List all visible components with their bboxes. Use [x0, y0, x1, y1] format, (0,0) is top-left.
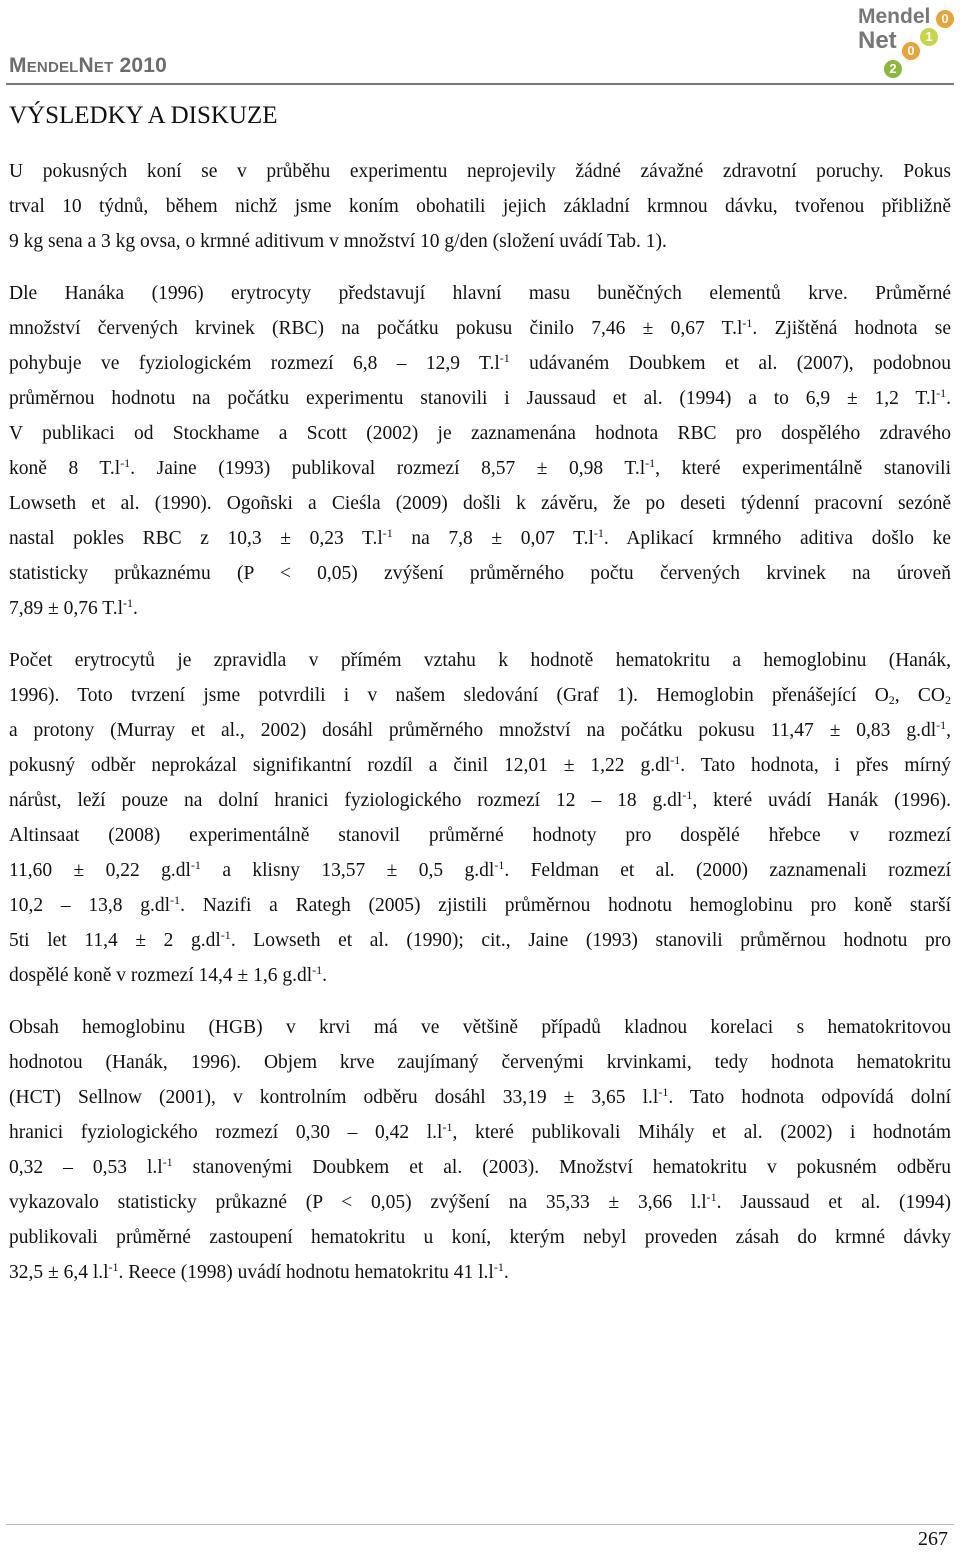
- text-line: Počet erytrocytů je zpravidla v přímém vztahu k hodnotě hematokritu a hemoglobinu (Hanák,: [9, 650, 951, 671]
- text-line: [9, 311, 951, 346]
- text-line: Obsah hemoglobinu (HGB) v krvi má ve většině případů kladnou korelaci s hematokritovou: [9, 1017, 951, 1038]
- text-run: . Tato hodnota odpovídá dolní: [668, 1087, 951, 1108]
- text-run: (HCT) Sellnow (2001), v kontrolním odběru dosáhl 33,19 ± 3,65 l.l: [9, 1087, 659, 1108]
- superscript: -1: [742, 316, 753, 330]
- superscript: -1: [312, 963, 323, 977]
- logo-word-net: Net: [858, 27, 897, 54]
- footer-divider: [6, 1524, 954, 1525]
- text-line: statisticky průkaznému (P < 0,05) zvýšení průměrného počtu červených krvinek na úroveň: [9, 563, 951, 584]
- text-run: .: [322, 965, 328, 986]
- text-line: [9, 346, 951, 381]
- logo-digit: 1: [920, 28, 938, 46]
- superscript: -1: [382, 526, 393, 540]
- paragraph-4: [9, 1010, 951, 1290]
- superscript: -1: [170, 893, 181, 907]
- text-line: [9, 451, 951, 486]
- text-run: , které uvádí Hanák (1996).: [692, 790, 951, 811]
- text-run: 5ti let 11,4 ± 2 g.dl: [9, 930, 221, 951]
- text-run: udávaném Doubkem et al. (2007), podobnou: [509, 353, 952, 374]
- text-run: 11,60 ± 0,22 g.dl: [9, 860, 191, 881]
- text-run: , které publikovali Mihály et al. (2002) i hodnotám: [452, 1122, 951, 1143]
- text-run: . Lowseth et al. (1990); cit., Jaine (1993) stanovili průměrnou hodnotu pro: [230, 930, 951, 951]
- text-run: .: [946, 388, 951, 409]
- text-run: hranici fyziologického rozmezí 0,30 – 0,42 l.l: [9, 1122, 443, 1143]
- text-run: pokusný odběr neprokázal signifikantní rozdíl a činil 12,01 ± 1,22 g.dl: [9, 755, 671, 776]
- text-line: [9, 1185, 951, 1220]
- text-run: a protony (Murray et al., 2002) dosáhl průměrného množství na počátku pokusu 11,47 ± 0,83 g.dl: [9, 720, 937, 741]
- text-run: dospělé koně v rozmezí 14,4 ± 1,6 g.dl: [9, 965, 313, 986]
- text-line: Lowseth et al. (1990). Ogoñski a Cieśla (2009) došli k závěru, že po deseti týdenní pracovní sezóně: [9, 493, 951, 514]
- text-run: nárůst, leží pouze na dolní hranici fyziologického rozmezí 12 – 18 g.dl: [9, 790, 683, 811]
- text-line: publikovali průměrné zastoupení hematokritu u koní, kterým nebyl proveden zásah do krmné dávky: [9, 1227, 951, 1248]
- title-part: ET: [93, 59, 114, 76]
- text-run: . Nazifi a Rategh (2005) zjistili průměrnou hodnotu hemoglobinu pro koně starší: [180, 895, 952, 916]
- superscript: -1: [499, 351, 510, 365]
- title-part: 2010: [113, 54, 168, 77]
- header-divider: [6, 83, 954, 85]
- text-run: . Jaussaud et al. (1994): [716, 1192, 951, 1213]
- logo-digit: 0: [936, 10, 954, 28]
- text-line: [9, 678, 951, 713]
- subscript: 2: [945, 693, 951, 707]
- text-run: průměrnou hodnotu na počátku experimentu stanovili i Jaussaud et al. (1994) a to 6,9 ± 1,2 T.l: [9, 388, 937, 409]
- text-run: , CO: [894, 685, 945, 706]
- paragraph-2: [9, 276, 951, 626]
- logo-word-mendel: Mendel: [858, 5, 931, 28]
- text-run: , které experimentálně stanovili: [655, 458, 952, 479]
- text-run: 1996). Toto tvrzení jsme potvrdili i v našem sledování (Graf 1). Hemoglobin přenášející O: [9, 685, 889, 706]
- text-run: . Reece (1998) uvádí hodnotu hematokritu 41 l.l: [118, 1262, 494, 1283]
- text-line: Altinsaat (2008) experimentálně stanovil průměrné hodnoty pro dospělé hřebce v rozmezí: [9, 825, 951, 846]
- title-part: M: [9, 54, 27, 77]
- logo-digit: 0: [902, 42, 920, 60]
- text-run: 0,32 – 0,53 l.l: [9, 1157, 163, 1178]
- text-line: [9, 748, 951, 783]
- superscript: -1: [493, 1260, 504, 1274]
- text-line: hodnotou (Hanák, 1996). Objem krve zaujímaný červenými krvinkami, tedy hodnota hematokritu: [9, 1052, 951, 1073]
- superscript: -1: [706, 1190, 717, 1204]
- paragraph-1: [9, 154, 951, 259]
- superscript: -1: [162, 1155, 173, 1169]
- text-line: [9, 888, 951, 923]
- text-line: Dle Hanáka (1996) erytrocyty představují hlavní masu buněčných elementů krve. Průměrné: [9, 283, 951, 304]
- superscript: -1: [658, 1085, 669, 1099]
- text-run: .: [503, 1262, 509, 1283]
- superscript: -1: [645, 456, 656, 470]
- text-run: koně 8 T.l: [9, 458, 121, 479]
- text-run: . Tato hodnota, i přes mírný: [680, 755, 952, 776]
- text-line: [9, 958, 951, 993]
- logo-digit: 2: [884, 60, 902, 78]
- text-line: [9, 381, 951, 416]
- text-line: [9, 1150, 951, 1185]
- text-line: [9, 783, 951, 818]
- text-line: [9, 521, 951, 556]
- text-run: . Zjištěná hodnota se: [752, 318, 951, 339]
- text-run: a klisny 13,57 ± 0,5 g.dl: [200, 860, 495, 881]
- text-line: V publikaci od Stockhame a Scott (2002) je zaznamenána hodnota RBC pro dospělého zdravého: [9, 423, 951, 444]
- superscript: -1: [442, 1120, 453, 1134]
- text-run: . Aplikací krmného aditiva došlo ke: [603, 528, 951, 549]
- superscript: -1: [220, 928, 231, 942]
- text-run: nastal pokles RBC z 10,3 ± 0,23 T.l: [9, 528, 383, 549]
- text-line: [9, 1115, 951, 1150]
- text-run: 32,5 ± 6,4 l.l: [9, 1262, 109, 1283]
- text-line: [9, 923, 951, 958]
- text-run: . Feldman et al. (2000) zaznamenali rozmezí: [504, 860, 951, 881]
- superscript: -1: [593, 526, 604, 540]
- title-part: ENDEL: [26, 59, 79, 76]
- superscript: -1: [120, 456, 131, 470]
- paragraph-3: [9, 643, 951, 993]
- main-content: [9, 100, 951, 1290]
- superscript: -1: [494, 858, 505, 872]
- text-line: [9, 853, 951, 888]
- text-run: množství červených krvinek (RBC) na počátku pokusu činilo 7,46 ± 0,67 T.l: [9, 318, 743, 339]
- text-run: stanovenými Doubkem et al. (2003). Množství hematokritu v pokusném odběru: [172, 1157, 951, 1178]
- text-line: [9, 713, 951, 748]
- superscript: -1: [108, 1260, 119, 1274]
- superscript: -1: [936, 718, 947, 732]
- subscript: 2: [888, 693, 895, 707]
- page-number: 267: [918, 1528, 948, 1550]
- superscript: -1: [190, 858, 201, 872]
- superscript: -1: [670, 753, 681, 767]
- text-run: vykazovalo statisticky průkazné (P < 0,05) zvýšení na 35,33 ± 3,66 l.l: [9, 1192, 707, 1213]
- title-part: N: [78, 54, 94, 77]
- page-header: [0, 0, 960, 90]
- text-line: 9 kg sena a 3 kg ovsa, o krmné aditivum v množství 10 g/den (složení uvádí Tab. 1).: [9, 231, 667, 252]
- text-run: .: [132, 598, 138, 619]
- superscript: -1: [122, 596, 133, 610]
- section-heading: VÝSLEDKY A DISKUZE: [9, 102, 278, 129]
- text-run: . Jaine (1993) publikoval rozmezí 8,57 ± 0,98 T.l: [130, 458, 646, 479]
- text-run: pohybuje ve fyziologickém rozmezí 6,8 – 12,9 T.l: [9, 353, 500, 374]
- text-line: trval 10 týdnů, během nichž jsme koním obohatili jejich základní krmnou dávku, tvořenou přibližně: [9, 196, 951, 217]
- text-line: [9, 1255, 951, 1290]
- superscript: -1: [682, 788, 693, 802]
- text-line: U pokusných koní se v průběhu experimentu neprojevily žádné závažné zdravotní poruchy. Pokus: [9, 161, 951, 182]
- conference-title: [9, 54, 167, 78]
- text-run: ,: [946, 720, 951, 741]
- text-run: 10,2 – 13,8 g.dl: [9, 895, 171, 916]
- text-line: [9, 1080, 951, 1115]
- text-run: na 7,8 ± 0,07 T.l: [392, 528, 594, 549]
- superscript: -1: [936, 386, 947, 400]
- mendelnet-logo: [856, 4, 956, 82]
- text-run: 7,89 ± 0,76 T.l: [9, 598, 123, 619]
- text-line: [9, 591, 951, 626]
